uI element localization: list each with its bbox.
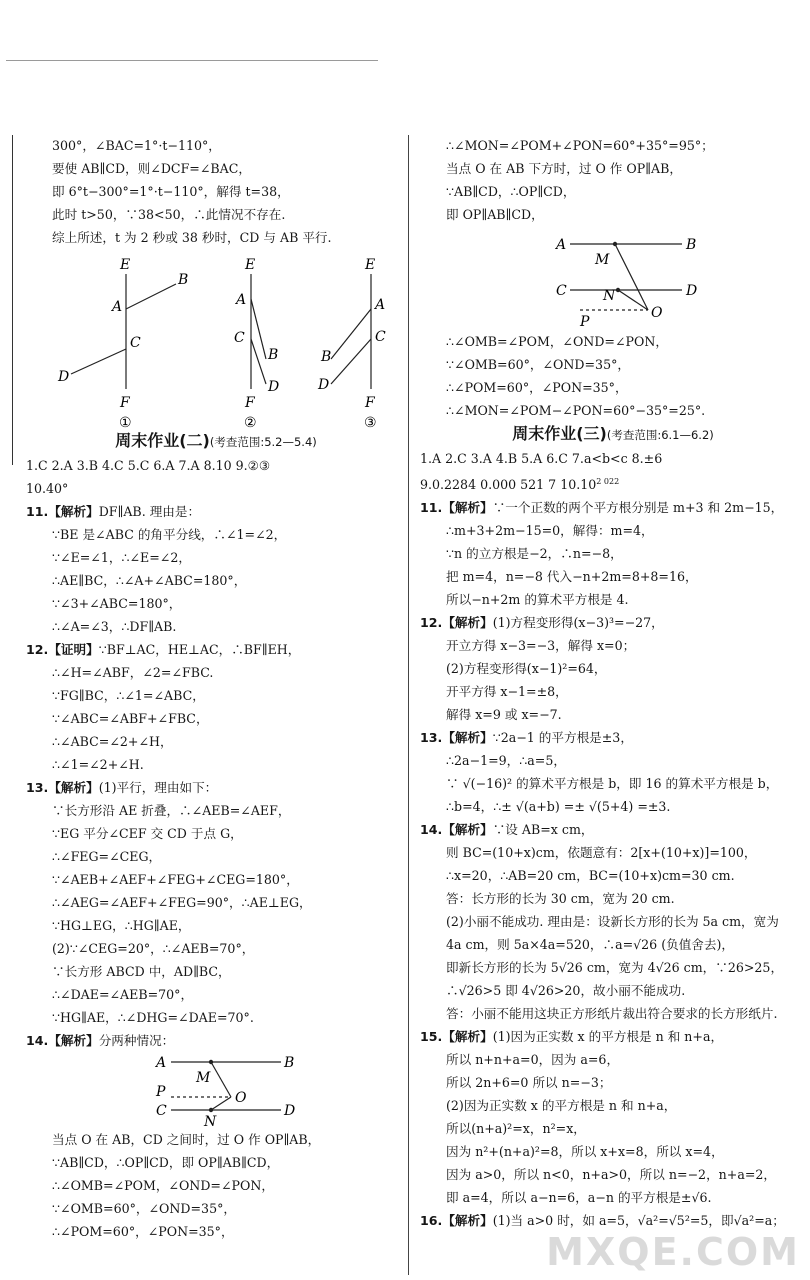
text-line: 要使 AB∥CD，则∠DCF=∠BAC， <box>52 161 251 176</box>
answers-1-9: 1.C 2.A 3.B 4.C 5.C 6.A 7.A 8.10 9.②③ <box>26 458 271 473</box>
text-line: 所以 2n+6=0 所以 n=−3； <box>446 1075 612 1091</box>
answers-1-8: 1.A 2.C 3.A 4.B 5.A 6.C 7.a<b<c 8.±6 <box>420 451 663 466</box>
text-line: ∴x=20，∴AB=20 cm，BC=(10+x)cm=30 cm. <box>446 868 735 884</box>
text-line: ∴∠FEG=∠CEG， <box>52 849 162 864</box>
label-P: P <box>580 314 590 330</box>
text-line: ∴AE∥BC，∴∠A+∠ABC=180°， <box>52 573 247 588</box>
text-line: ∴∠OMB=∠POM，∠OND=∠PON， <box>446 334 668 349</box>
q13: 13.【解析】(1)平行，理由如下： <box>26 780 218 795</box>
label-N: N <box>204 1114 217 1128</box>
text-line: ∴∠A=∠3，∴DF∥AB. <box>52 619 177 634</box>
text-line: ∵EG 平分∠CEF 交 CD 于点 G， <box>52 826 243 841</box>
section-title-weekend-2: 周末作业(二)(考查范围:5.2—5.4) <box>115 431 317 450</box>
q11: 11.【解析】∵一个正数的两个平方根分别是 m+3 和 2m−15， <box>420 500 784 516</box>
text-line: ∵ √(−16)² 的算术平方根是 b，即 16 的算术平方根是 b， <box>446 776 779 792</box>
label-case-3: ③ <box>364 415 377 429</box>
text-line: ∴∠AEG=∠AEF+∠FEG=90°，∴AE⊥EG， <box>52 895 312 910</box>
label-B: B <box>284 1055 295 1071</box>
text-line: ∵∠OMB=60°，∠OND=35°， <box>446 357 630 372</box>
label-case-1: ① <box>119 415 132 429</box>
text-line: ∵BE 是∠ABC 的角平分线，∴∠1=∠2， <box>52 527 287 542</box>
q14: 14.【解析】分两种情况： <box>26 1033 175 1048</box>
label-F: F <box>245 395 255 411</box>
answers-9-10: 9.0.2284 0.000 521 7 $10.10^{2 022}$ <box>420 477 620 493</box>
text-line: ∵HG⊥EG，∴HG∥AE， <box>52 918 191 933</box>
label-M: M <box>595 252 610 268</box>
label-B: B <box>686 237 697 253</box>
label-C: C <box>375 329 386 345</box>
q13: 13.【解析】∵2a−1 的平方根是±3， <box>420 730 633 746</box>
text-line: ∵FG∥BC，∴∠1=∠ABC， <box>52 688 205 703</box>
text-line: ∴∠OMB=∠POM，∠OND=∠PON， <box>52 1178 274 1193</box>
text-line: ∵长方形沿 AE 折叠，∴∠AEB=∠AEF， <box>52 803 291 818</box>
text-line: ∴∠H=∠ABF，∠2=∠FBC. <box>52 665 214 680</box>
label-C: C <box>234 330 245 346</box>
text-line: (2)小丽不能成功. 理由是：设新长方形的长为 5a cm，宽为 <box>446 914 779 930</box>
text-line: 即新长方形的长为 5√26 cm，宽为 4√26 cm，∵26>25， <box>446 960 784 976</box>
header-rule <box>6 60 378 61</box>
label-D: D <box>318 377 330 393</box>
label-F: F <box>365 395 375 411</box>
text-line: ∵长方形 ABCD 中，AD∥BC， <box>52 964 231 979</box>
label-A: A <box>236 292 247 308</box>
label-D: D <box>58 369 70 385</box>
text-line: 解得 x=9 或 x=−7. <box>446 707 562 723</box>
text-line: (2)因为正实数 x 的平方根是 n 和 n+a， <box>446 1098 677 1114</box>
text-line: (2)方程变形得(x−1)²=64， <box>446 661 607 677</box>
text-line: ∴∠MON=∠POM+∠PON=60°+35°=95°； <box>446 138 714 153</box>
text-line: 4a cm，则 5a×4a=520，∴a=√26 (负值舍去)， <box>446 937 734 953</box>
text-line: ∴b=4，∴± √(a+b) =± √(5+4) =±3. <box>446 799 671 815</box>
text-line: ∵∠3+∠ABC=180°， <box>52 596 182 611</box>
figure-three-cases <box>26 249 406 429</box>
label-A: A <box>156 1055 167 1071</box>
text-line: 即 6°t−300°=1°·t−110°，解得 t=38， <box>52 184 290 199</box>
text-line: ∴∠DAE=∠AEB=70°， <box>52 987 194 1002</box>
text-line: 综上所述，t 为 2 秒或 38 秒时，CD 与 AB 平行. <box>52 230 332 245</box>
text-line: ∴∠1=∠2+∠H. <box>52 757 144 772</box>
section-title-weekend-3: 周末作业(三)(考查范围:6.1—6.2) <box>512 424 714 443</box>
text-line: ∵AB∥CD，∴OP∥CD， <box>446 184 576 199</box>
answers-10: 10.40° <box>26 481 69 496</box>
text-line: 所以(n+a)²=x，n²=x， <box>446 1121 586 1137</box>
text-line: 所以−n+2m 的算术平方根是 4. <box>446 592 629 608</box>
label-C: C <box>556 283 567 299</box>
text-line: 所以 n+n+a=0，因为 a=6， <box>446 1052 620 1068</box>
text-line: (2)∵∠CEG=20°，∴∠AEB=70°， <box>52 941 255 956</box>
text-line: 答：小丽不能用这块正方形纸片裁出符合要求的长方形纸片. <box>446 1006 778 1022</box>
label-C: C <box>130 335 141 351</box>
text-line: 即 OP∥AB∥CD， <box>446 207 544 222</box>
right-column <box>420 134 806 1232</box>
label-M: M <box>196 1070 211 1086</box>
text-line: 开平方得 x−1=±8， <box>446 684 568 700</box>
label-A: A <box>556 237 567 253</box>
label-A: A <box>375 297 386 313</box>
text-line: 当点 O 在 AB，CD 之间时，过 O 作 OP∥AB， <box>52 1132 321 1147</box>
q14: 14.【解析】∵设 AB=x cm， <box>420 822 594 838</box>
q11: 11.【解析】DF∥AB. 理由是： <box>26 504 201 519</box>
label-E: E <box>365 257 376 273</box>
text-line: ∵AB∥CD，∴OP∥CD，即 OP∥AB∥CD， <box>52 1155 280 1170</box>
text-line: ∴√26>5 即 4√26>20，故小丽不能成功. <box>446 983 686 999</box>
text-line: 答：长方形的长为 30 cm，宽为 20 cm. <box>446 891 675 907</box>
text-line: 此时 t>50，∵38<50，∴此情况不存在. <box>52 207 286 222</box>
label-B: B <box>178 272 189 288</box>
text-line: ∴∠POM=60°，∠PON=35°， <box>446 380 628 395</box>
label-O: O <box>235 1090 247 1106</box>
label-F: F <box>120 395 130 411</box>
text-line: 因为 n²+(n+a)²=8，所以 x+x=8，所以 x=4， <box>446 1144 724 1160</box>
label-D: D <box>686 283 698 299</box>
text-line: ∴∠MON=∠POM−∠PON=60°−35°=25°. <box>446 403 706 418</box>
column-divider <box>408 135 409 1275</box>
text-line: 则 BC=(10+x)cm，依题意有：2[x+(10+x)]=100， <box>446 845 757 861</box>
text-line: ∴∠ABC=∠2+∠H， <box>52 734 173 749</box>
label-case-2: ② <box>244 415 257 429</box>
q16: 16.【解析】(1)当 a>0 时，如 a=5，√a²=√5²=5，即√a²=a； <box>420 1213 785 1229</box>
margin-rule <box>12 135 13 465</box>
text-line: ∴∠POM=60°，∠PON=35°， <box>52 1224 234 1239</box>
label-C: C <box>156 1103 167 1119</box>
figure-q14-case1 <box>26 1052 406 1128</box>
q12: 12.【证明】∵BF⊥AC，HE⊥AC，∴BF∥EH， <box>26 642 301 657</box>
label-B: B <box>321 349 332 365</box>
left-column <box>26 134 406 1243</box>
label-D: D <box>284 1103 296 1119</box>
text-line: ∵n 的立方根是−2，∴n=−8， <box>446 546 623 562</box>
text-line: 开立方得 x−3=−3，解得 x=0； <box>446 638 636 654</box>
text-line: 即 a=4，所以 a−n=6，a−n 的平方根是±√6. <box>446 1190 712 1206</box>
text-line: ∵∠AEB+∠AEF+∠FEG+∠CEG=180°， <box>52 872 299 887</box>
text-line: ∴2a−1=9，∴a=5， <box>446 753 566 769</box>
text-line: 300°，∠BAC=1°·t−110°， <box>52 138 221 153</box>
label-N: N <box>603 288 616 304</box>
label-B: B <box>268 347 279 363</box>
text-line: ∵∠E=∠1，∴∠E=∠2， <box>52 550 191 565</box>
label-D: D <box>268 379 280 395</box>
text-line: 因为 a>0，所以 n<0，n+a>0，所以 n=−2，n+a=2， <box>446 1167 776 1183</box>
label-P: P <box>156 1084 166 1100</box>
label-O: O <box>651 305 663 321</box>
q15: 15.【解析】(1)因为正实数 x 的平方根是 n 和 n+a， <box>420 1029 724 1045</box>
watermark: MXQE.COM <box>546 1230 800 1274</box>
text-line: ∵HG∥AE，∴∠DHG=∠DAE=70°. <box>52 1010 254 1025</box>
text-line: ∵∠OMB=60°，∠OND=35°， <box>52 1201 236 1216</box>
figure-q14-case2 <box>420 226 806 330</box>
text-line: ∴m+3+2m−15=0，解得：m=4， <box>446 523 654 539</box>
q12: 12.【解析】(1)方程变形得(x−3)³=−27， <box>420 615 664 631</box>
label-E: E <box>120 257 131 273</box>
label-E: E <box>245 257 256 273</box>
text-line: 当点 O 在 AB 下方时，过 O 作 OP∥AB， <box>446 161 682 176</box>
text-line: 把 m=4，n=−8 代入−n+2m=8+8=16， <box>446 569 698 585</box>
text-line: ∵∠ABC=∠ABF+∠FBC， <box>52 711 209 726</box>
label-A: A <box>112 299 123 315</box>
